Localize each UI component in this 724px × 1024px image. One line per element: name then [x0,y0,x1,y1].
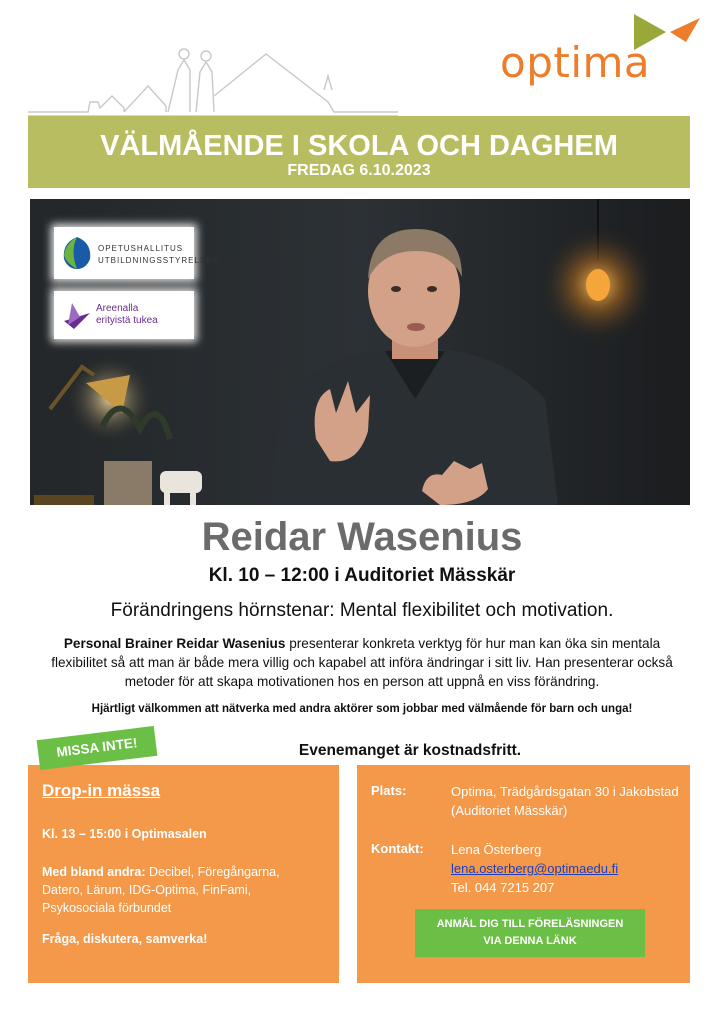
welcome-text: Hjärtligt välkommen att nätverka med andra aktörer som jobbar med välmående för barn och unga! [91,703,633,715]
partner-name-line1: Areenalla [96,303,139,314]
partner-name-line1: OPETUSHALLITUS [98,244,184,253]
speaker-name: Reidar Wasenius [201,515,523,559]
title-banner [28,116,690,188]
free-event-text: Evenemanget är kostnadsfritt. [298,742,522,759]
lecture-description [40,634,684,691]
event-title: VÄLMÅENDE I SKOLA OCH DAGHEM [100,130,618,162]
missa-inte-badge: MISSA INTE! [37,726,158,770]
exhibitor-list-label: Med bland andra: [42,865,146,879]
exhibitor-list [42,863,322,917]
dropin-time: Kl. 13 – 15:00 i Optimasalen [42,827,207,841]
opetushallitus-icon [60,235,94,271]
kontakt-label: Kontakt: [371,841,424,856]
register-button-line1: ANMÄL DIG TILL FÖRELÄSNINGEN [436,918,624,930]
kontakt-value [451,840,681,897]
skyline-lineart [28,46,398,118]
partner-logo-areenalla [54,291,194,339]
exhibitor-names: Decibel, Föregångarna, Datero, Lärum, IDG-Optima, FinFami, Psykosociala förbundet [42,865,280,915]
description-lead: Personal Brainer Reidar Wasenius [63,636,286,651]
info-box [357,765,690,983]
register-button[interactable] [415,909,645,957]
dropin-slogan: Fråga, diskutera, samverka! [42,932,208,946]
lecture-time-place: Kl. 10 – 12:00 i Auditoriet Mässkär [208,565,516,586]
partner-name-line2: UTBILDNINGSSTYRELSEN [98,256,220,265]
speaker-photo [30,199,690,505]
partner-name-line2: erityistä tukea [96,315,158,326]
plats-label: Plats: [371,783,407,798]
contact-phone: Tel. 044 7215 207 [451,880,555,895]
partner-logo-opetushallitus [54,227,220,279]
contact-name: Lena Österberg [451,842,542,857]
plats-value: Optima, Trädgårdsgatan 30 i Jakobstad (Auditoriet Mässkär) [451,784,679,818]
event-date: FREDAG 6.10.2023 [287,162,431,179]
dropin-title: Drop-in mässa [42,781,161,800]
lecture-title: Förändringens hörnstenar: Mental flexibilitet och motivation. [110,600,614,621]
dropin-box [28,765,339,983]
contact-email-link[interactable]: lena.osterberg@optimaedu.fi [451,861,619,876]
optima-logo: optima [500,38,651,87]
register-button-line2: VIA DENNA LÄNK [483,935,577,947]
description-body: presenterar konkreta verktyg för hur man kan öka sin mentala flexibilitet så att man är både mera villig och kapabel att införa ändringar i sitt liv. Han presenterar också metoder för att skapa motivationen hos en person att uppnå en viss förändring. [51,636,673,689]
areenalla-icon [62,301,92,331]
